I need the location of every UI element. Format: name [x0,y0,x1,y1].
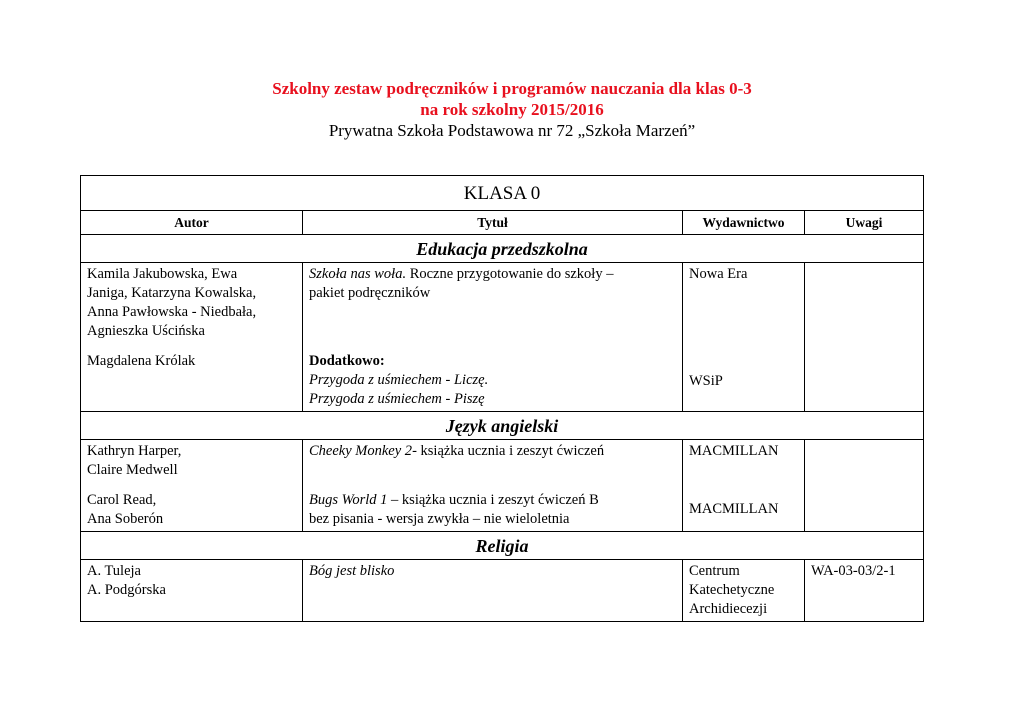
column-header-publisher: Wydawnictwo [683,211,805,235]
column-header-notes: Uwagi [805,211,924,235]
title-cell [303,263,683,412]
publisher-name: Centrum [689,563,740,579]
class-heading: KLASA 0 [81,176,924,211]
author-cell [81,560,303,622]
column-header-author: Autor [81,211,303,235]
author-line: Janiga, Katarzyna Kowalska, [87,285,257,301]
notes-cell: WA-03-03/2-1 [805,560,924,622]
section-heading-preschool: Edukacja przedszkolna [81,235,924,263]
author-line: Carol Read, [87,492,157,508]
section-heading-english: Język angielski [81,412,924,440]
author-line: Kamila Jakubowska, Ewa [87,266,238,282]
table-row [81,440,924,532]
extra-book: Przygoda z uśmiechem - Liczę. [309,372,489,388]
author-line: Ana Soberón [87,511,164,527]
title-line-1: Szkolny zestaw podręczników i programów nauczania dla klas 0-3 [272,79,752,98]
publisher-name: Archidiecezji [689,601,768,617]
column-header-title: Tytuł [303,211,683,235]
publisher-cell [683,440,805,532]
book-title: Bóg jest blisko [309,563,395,579]
book-description: Roczne przygotowanie do szkoły – [406,266,614,282]
author-line: Anna Pawłowska - Niedbała, [87,304,257,320]
book-title: Bugs World 1 [309,492,388,508]
publisher-name: MACMILLAN [689,501,779,517]
book-title: Cheeky Monkey 2 [309,443,413,459]
title-cell [303,440,683,532]
notes-cell [805,440,924,532]
publisher-cell [683,263,805,412]
extra-book: Przygoda z uśmiechem - Piszę [309,391,485,407]
book-description-cont: bez pisania - wersja zwykła – nie wieloletnia [309,511,570,527]
title-cell [303,560,683,622]
book-description-cont: pakiet podręczników [309,285,431,301]
publisher-name: Nowa Era [689,266,748,282]
author-line: Agnieszka Uścińska [87,323,205,339]
school-name: Prywatna Szkoła Podstawowa nr 72 „Szkoła Marzeń” [328,121,696,140]
section-heading-religion: Religia [81,532,924,560]
publisher-name: WSiP [689,373,723,389]
title-line-2: na rok szkolny 2015/2016 [420,100,604,119]
author-line: Claire Medwell [87,462,178,478]
textbook-table [80,175,924,622]
table-row [81,560,924,622]
author-line: A. Podgórska [87,582,166,598]
table-row [81,263,924,412]
publisher-name: MACMILLAN [689,443,779,459]
publisher-cell [683,560,805,622]
publisher-name: Katechetyczne [689,582,775,598]
book-description: - książka ucznia i zeszyt ćwiczeń [412,443,605,459]
author-line: Kathryn Harper, [87,443,182,459]
document-header [0,78,1024,142]
extra-label: Dodatkowo: [309,353,385,369]
book-description: – książka ucznia i zeszyt ćwiczeń B [387,492,599,508]
author-cell [81,440,303,532]
author-line: A. Tuleja [87,563,141,579]
notes-cell [805,263,924,412]
book-title: Szkoła nas woła. [309,266,407,282]
author-cell [81,263,303,412]
author-line: Magdalena Królak [87,353,196,369]
